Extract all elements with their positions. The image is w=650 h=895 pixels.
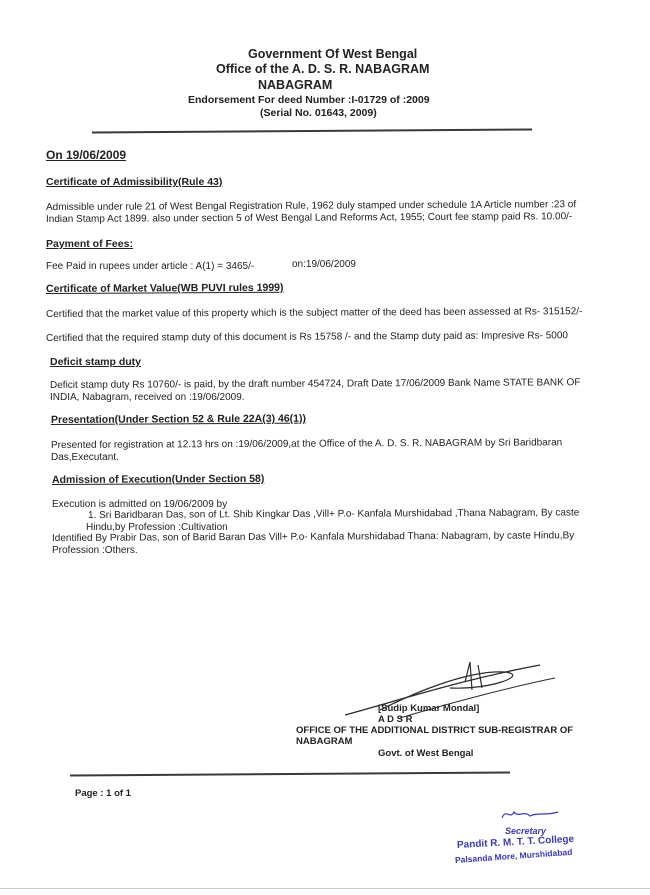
govt-label: Govt. of West Bengal xyxy=(378,748,474,759)
deficit-line-2: INDIA, Nabagram, received on :19/06/2009. xyxy=(50,392,245,403)
execution-heading: Admission of Execution(Under Section 58) xyxy=(51,472,265,486)
page-number: Page : 1 of 1 xyxy=(75,788,131,799)
stamp-duty-line: Certified that the required stamp duty of this document is Rs 15758 /- and the Stamp duty paid as: Impresive Rs- 5000 xyxy=(45,330,568,344)
deficit-line-1: Deficit stamp duty Rs 10760/- is paid, by the draft number 454724, Draft Date 17/06/2009 Bank Name STATE BANK OF xyxy=(49,377,581,391)
fee-paid-date: on:19/06/2009 xyxy=(292,259,356,270)
executant-line-2: Hindu,by Profession :Cultivation xyxy=(86,522,228,533)
footer-divider xyxy=(70,771,510,776)
admissibility-heading: Certificate of Admissibility(Rule 43) xyxy=(46,176,223,188)
execution-intro: Execution is admitted on 19/06/2009 by xyxy=(52,499,228,510)
deficit-heading: Deficit stamp duty xyxy=(50,356,142,368)
identified-line-1: Identified By Prabir Das, son of Barid Baran Das Vill+ P.o- Kanfala Murshidabad Thana: Nabagram, by caste Hindu,By xyxy=(51,530,575,544)
stamp-college: Pandit R. M. T. T. College xyxy=(456,833,575,851)
office-line-1: OFFICE OF THE ADDITIONAL DISTRICT SUB-REGISTRAR OF xyxy=(296,725,574,736)
registrar-name: [Sudip Kumar Mondal] xyxy=(378,703,480,714)
admissibility-line-2: Indian Stamp Act 1899. also under section 5 of West Bengal Land Reforms Act, 1955; Court fee stamp paid Rs. 10.00/- xyxy=(45,211,573,225)
endorsement-number: Endorsement For deed Number :I-01729 of :2009 xyxy=(188,94,430,106)
header-government: Government Of West Bengal xyxy=(248,47,418,61)
office-line-2: NABAGRAM xyxy=(296,736,353,747)
payment-heading: Payment of Fees: xyxy=(46,238,133,250)
identified-line-2: Profession :Others. xyxy=(52,545,138,556)
executant-line-1: 1. Sri Baridbaran Das, son of Lt. Shib Kingkar Das ,Vill+ P.o- Kanfala Murshidabad ,Thana Nabagram, By caste xyxy=(87,507,580,521)
admissibility-line-1: Admissible under rule 21 of West Bengal Registration Rule, 1962 duly stamped under schedule 1A Article number :23 of xyxy=(45,199,577,213)
stamp-address: Palsanda More, Murshidabad xyxy=(454,846,573,865)
header-office: Office of the A. D. S. R. NABAGRAM xyxy=(216,62,430,76)
header-divider xyxy=(92,128,532,133)
market-value-line: Certified that the market value of this property which is the subject matter of the deed has been assessed at Rs- 315152/- xyxy=(45,306,583,320)
presentation-line-2: Das,Executant. xyxy=(51,452,119,463)
presentation-line-1: Presented for registration at 12.13 hrs on :19/06/2009,at the Office of the A. D. S. R. NABAGRAM by Sri Baridbaran xyxy=(50,437,563,451)
date-heading: On 19/06/2009 xyxy=(46,148,127,162)
stamp-role: Secretary xyxy=(505,826,547,836)
bottom-edge xyxy=(0,888,650,889)
serial-number: (Serial No. 01643, 2009) xyxy=(260,107,377,119)
fee-paid-text: Fee Paid in rupees under article : A(1) = 3465/- xyxy=(46,261,255,272)
header-nabagram: NABAGRAM xyxy=(258,78,333,92)
presentation-heading: Presentation(Under Section 52 & Rule 22A(3) 46(1)) xyxy=(50,412,307,426)
stamp-signature xyxy=(500,808,560,822)
market-value-heading: Certificate of Market Value(WB PUVI rules 1999) xyxy=(45,281,284,295)
registrar-title: A D S R xyxy=(378,714,413,725)
